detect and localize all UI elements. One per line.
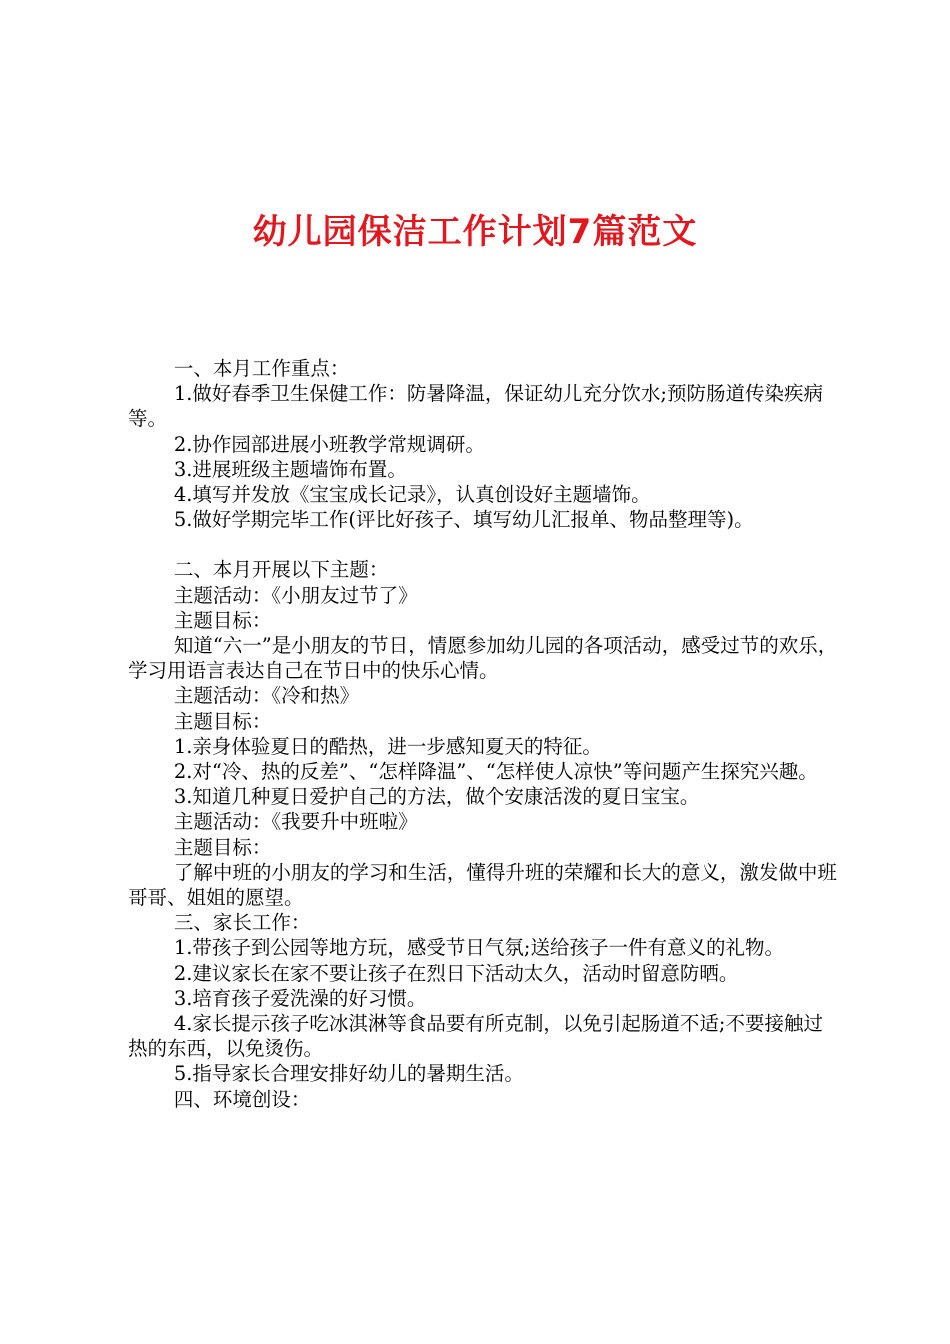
paragraph: 4.家长提示孩子吃冰淇淋等食品要有所克制，以免引起肠道不适;不要接触过热的东西，以免烫伤。 [128, 1012, 823, 1061]
paragraph: 主题活动：《我要升中班啦》 [173, 810, 418, 834]
paragraph: 主题活动：《冷和热》 [173, 684, 360, 708]
paragraph: 了解中班的小朋友的学习和生活，懂得升班的荣耀和长大的意义，激发做中班哥哥、姐姐的愿望。 [128, 860, 837, 910]
paragraph: 3.培育孩子爱洗澡的好习惯。 [173, 986, 427, 1010]
paragraph: 3.知道几种夏日爱护自己的方法，做个安康活泼的夏日宝宝。 [173, 785, 700, 809]
paragraph: 1.亲身体验夏日的酷热，进一步感知夏天的特征。 [173, 734, 602, 758]
section-heading-3: 三、家长工作： [173, 911, 311, 935]
paragraph: 主题活动：《小朋友过节了》 [173, 583, 418, 607]
document-body [128, 356, 840, 1112]
paragraph: 1.带孩子到公园等地方玩，感受节日气氛;送给孩子一件有意义的礼物。 [173, 936, 784, 960]
section-heading-2: 二、本月开展以下主题： [173, 558, 389, 582]
paragraph: 3.进展班级主题墙饰布置。 [173, 457, 407, 481]
paragraph: 主题目标： [173, 835, 272, 859]
paragraph: 4.填写并发放《宝宝成长记录》，认真创设好主题墙饰。 [173, 483, 651, 507]
paragraph-spacer [128, 532, 840, 557]
paragraph: 5.指导家长合理安排好幼儿的暑期生活。 [173, 1062, 524, 1086]
paragraph: 主题目标： [173, 608, 272, 632]
paragraph: 2.对“冷、热的反差”、“怎样降温”、“怎样使人凉快”等问题产生探究兴趣。 [173, 760, 818, 784]
section-heading-4: 四、环境创设： [173, 1087, 311, 1111]
paragraph: 2.建议家长在家不要让孩子在烈日下活动太久，活动时留意防晒。 [173, 961, 739, 985]
paragraph: 1.做好春季卫生保健工作：防暑降温，保证幼儿充分饮水;预防肠道传染疾病等。 [128, 382, 823, 431]
paragraph: 2.协作园部进展小班教学常规调研。 [173, 432, 485, 456]
paragraph: 5.做好学期完毕工作(评比好孩子、填写幼儿汇报单、物品整理等)。 [173, 508, 754, 532]
section-heading-1: 一、本月工作重点： [173, 357, 350, 380]
paragraph: 知道“六一”是小朋友的节日，情愿参加幼儿园的各项活动，感受过节的欢乐，学习用语言表达自己在节日中的快乐心情。 [128, 634, 838, 683]
document-title: 幼儿园保洁工作计划7篇范文 [252, 212, 698, 252]
paragraph: 主题目标： [173, 709, 272, 733]
